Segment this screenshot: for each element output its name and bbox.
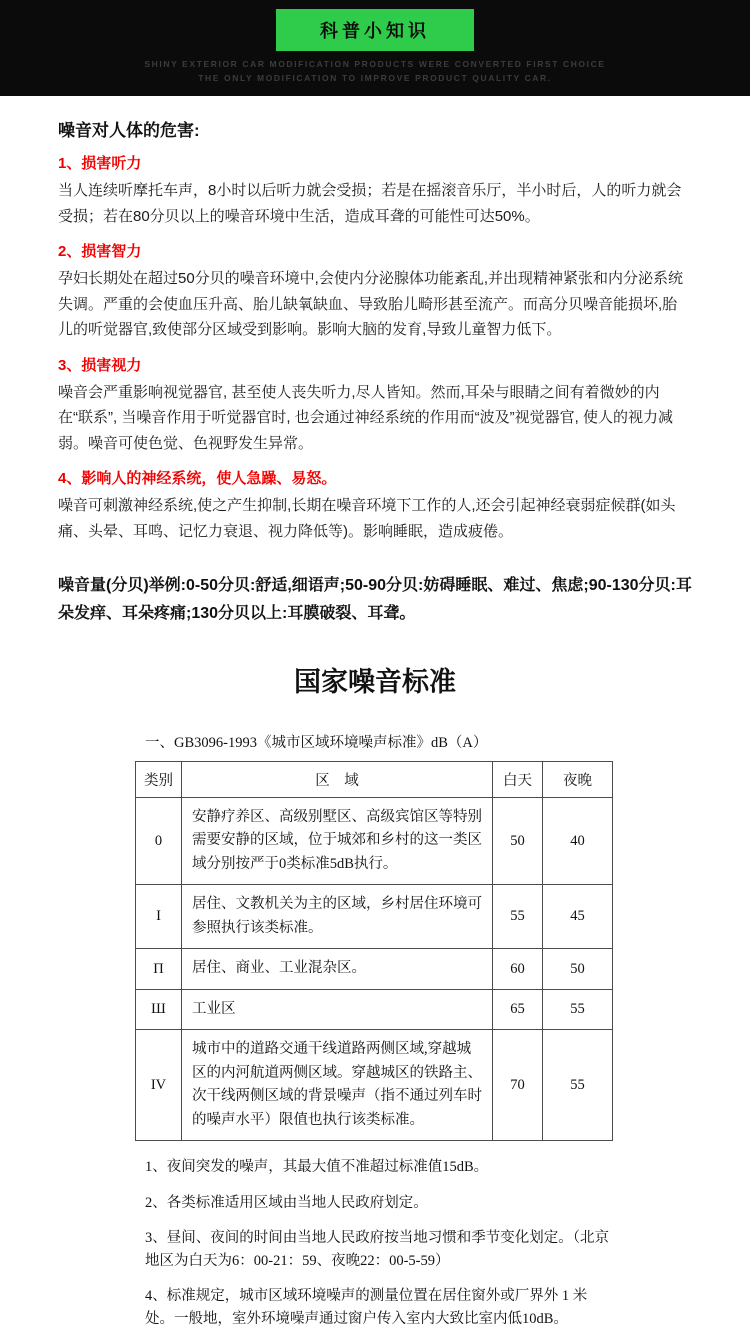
standard-section-title: 国家噪音标准 [294,667,456,697]
tagline-line-2: THE ONLY MODIFICATION TO IMPROVE PRODUCT QUALITY CAR. [198,72,552,83]
article-title: 噪音对人体的危害: [58,121,200,140]
article [0,96,750,1330]
science-tips-badge: 科普小知识 [276,9,474,51]
cell-region: 城市中的道路交通干线道路两侧区域,穿越城区的内河航道两侧区域。穿越城区的铁路主、次干线两侧区域的背景噪声（指不通过列车时的噪声水平）限值也执行该类标准。 [182,1030,493,1141]
cell-category: Ш [136,989,182,1029]
table-header-row [136,762,613,798]
section-body-hearing: 当人连续听摩托车声，8小时以后听力就会受损；若是在摇滚音乐厅，半小时后，人的听力就会受损；若在80分贝以上的噪音环境中生活，造成耳聋的可能性可达50%。 [58,182,682,225]
cell-category: I [136,885,182,949]
cell-category: IV [136,1030,182,1141]
top-banner [0,0,750,96]
cell-night: 40 [543,798,613,885]
cell-region: 工业区 [182,989,493,1029]
cell-night: 55 [543,1030,613,1141]
table-caption: 一、GB3096-1993《城市区域环境噪声标准》dB（A） [145,735,488,751]
noise-standard-table [135,761,613,1141]
cell-region: 居住、商业、工业混杂区。 [182,949,493,989]
cell-night: 55 [543,989,613,1029]
cell-region: 安静疗养区、高级别墅区、高级宾馆区等特别需要安静的区域，位于城郊和乡村的这一类区域分别按严于0类标准5dB执行。 [182,798,493,885]
cell-day: 65 [493,989,543,1029]
note-item: 2、各类标准适用区域由当地人民政府划定。 [145,1194,428,1211]
table-notes [145,1156,613,1330]
table-row [136,885,613,949]
cell-day: 50 [493,798,543,885]
section-body-nerves: 噪音可刺激神经系统,使之产生抑制,长期在噪音环境下工作的人,还会引起神经衰弱症候群(如头痛、头晕、耳鸣、记忆力衰退、视力降低等)。影响睡眠，造成疲倦。 [58,497,676,540]
section-body-intelligence: 孕妇长期处在超过50分贝的噪音环境中,会使内分泌腺体功能紊乱,并出现精神紧张和内分泌系统失调。严重的会使血压升高、胎儿缺氧缺血、导致胎儿畸形甚至流产。而高分贝噪音能损坏,胎儿的听觉器官,致使部分区域受到影响。影响大脑的发育,导致儿童智力低下。 [58,270,684,338]
note-item: 3、昼间、夜间的时间由当地人民政府按当地习惯和季节变化划定。（北京地区为白天为6：00-21：59、夜晚22：00-5-59） [145,1230,609,1269]
section-heading-intelligence: 2、损害智力 [58,243,142,260]
section-heading-vision: 3、损害视力 [58,356,142,374]
cell-day: 55 [493,885,543,949]
col-header-category: 类别 [136,762,182,798]
col-header-night: 夜晚 [543,762,613,798]
standard-table-block [135,731,613,1330]
banner-tagline [0,58,750,85]
col-header-day: 白天 [493,762,543,798]
section-heading-nerves: 4、影响人的神经系统，使人急躁、易怒。 [58,470,337,487]
col-header-region: 区 域 [182,762,493,798]
note-item: 1、夜间突发的噪声，其最大值不准超过标准值15dB。 [145,1159,489,1176]
section-body-vision: 噪音会严重影响视觉器官, 甚至使人丧失听力,尽人皆知。然而,耳朵与眼睛之间有着微妙的内在“联系”, 当噪音作用于听觉器官时, 也会通过神经系统的作用而“波及”视觉器官, 使人的视力减弱。噪音可使色觉、色视野发生异常。 [58,383,673,452]
cell-day: 60 [493,949,543,989]
table-row [136,798,613,885]
cell-category: Π [136,949,182,989]
cell-day: 70 [493,1030,543,1141]
tagline-line-1: SHINY EXTERIOR CAR MODIFICATION PRODUCTS WERE CONVERTED FIRST CHOICE [144,59,606,69]
decibel-examples-summary: 噪音量(分贝)举例:0-50分贝:舒适,细语声;50-90分贝:妨碍睡眠、难过、焦虑;90-130分贝:耳朵发痒、耳朵疼痛;130分贝以上:耳膜破裂、耳聋。 [58,577,692,622]
table-row [136,949,613,989]
table-row [136,989,613,1029]
cell-region: 居住、文教机关为主的区域，乡村居住环境可参照执行该类标准。 [182,885,493,949]
cell-night: 45 [543,885,613,949]
section-heading-hearing: 1、损害听力 [58,155,142,172]
cell-category: 0 [136,798,182,885]
cell-night: 50 [543,949,613,989]
table-row [136,1030,613,1141]
note-item: 4、标准规定，城市区域环境噪声的测量位置在居住窗外或厂界外 1 米处。一般地，室外环境噪声通过窗户传入室内大致比室内低10dB。 [145,1288,588,1327]
